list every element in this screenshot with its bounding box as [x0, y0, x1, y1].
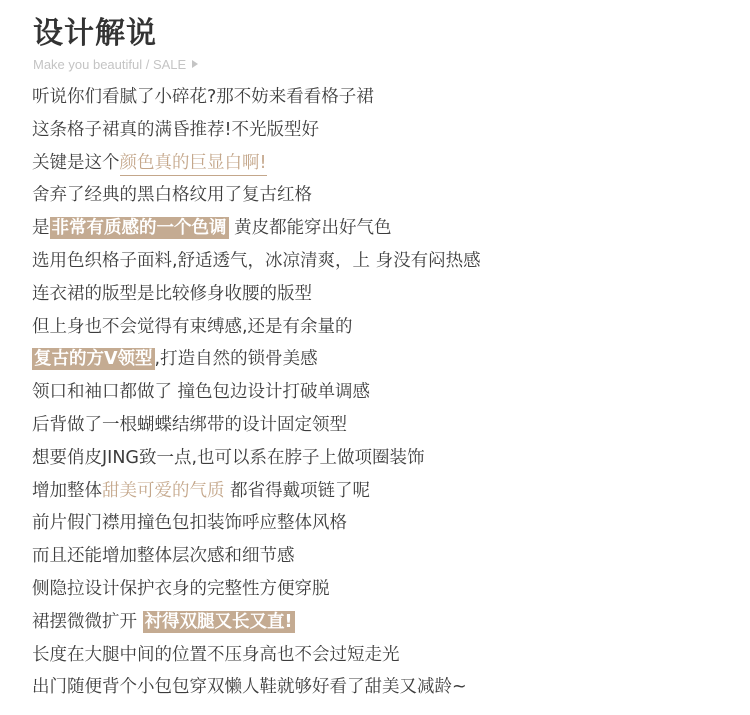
text-segment: 后背做了一根蝴蝶结绑带的设计固定领型: [32, 414, 347, 435]
text-segment: 出门随便背个小包包穿双懒人鞋就够好看了甜美又减龄~: [32, 677, 467, 698]
description-line: [32, 180, 481, 213]
description-line: [32, 115, 481, 148]
description-line: [32, 148, 481, 181]
text-segment: 选用色织格子面料,舒适透气，冰凉清爽，上 身没有闷热感: [32, 250, 481, 271]
text-segment: 这条格子裙真的满昏推荐!不光版型好: [32, 119, 320, 140]
description-body: [32, 82, 481, 705]
text-segment: 黄皮都能穿出好气色: [228, 218, 392, 239]
play-arrow-icon: [192, 60, 198, 68]
text-segment: 关键是这个: [32, 152, 120, 173]
text-segment: 连衣裙的版型是比较修身收腰的版型: [32, 283, 312, 304]
description-line: [32, 443, 481, 476]
description-line: [32, 82, 481, 115]
text-segment: 都省得戴项链了呢: [224, 480, 371, 501]
page-subtitle: [33, 57, 198, 73]
boxed-highlight: 非常有质感的一个色调: [51, 218, 227, 239]
text-segment: 领口和袖口都做了 撞色包边设计打破单调感: [32, 382, 371, 403]
text-segment: 增加整体: [32, 480, 102, 501]
text-segment: 前片假门襟用撞色包扣装饰呼应整体风格: [32, 513, 347, 534]
description-line: [32, 476, 481, 509]
text-segment: 长度在大腿中间的位置不压身高也不会过短走光: [32, 644, 400, 665]
boxed-highlight: 复古的方V领型: [34, 349, 153, 370]
description-line: [32, 312, 481, 345]
boxed-highlight: 衬得双腿又长又直!: [144, 611, 293, 632]
subtitle-text: Make you beautiful / SALE: [33, 57, 187, 72]
description-line: [32, 508, 481, 541]
text-segment: 而且还能增加整体层次感和细节感: [32, 546, 295, 567]
text-segment: 是: [32, 218, 50, 239]
description-line: [32, 213, 481, 246]
description-line: [32, 410, 481, 443]
page-title: 设计解说: [33, 16, 157, 51]
text-segment: ,打造自然的锁骨美感: [154, 349, 318, 370]
text-segment: 舍弃了经典的黑白格纹用了复古红格: [32, 185, 312, 206]
description-line: [32, 344, 481, 377]
description-line: [32, 607, 481, 640]
header: [33, 14, 198, 73]
colored-highlight: 甜美可爱的气质: [102, 480, 225, 501]
text-segment: 但上身也不会觉得有束缚感,还是有余量的: [32, 316, 353, 337]
text-segment: 想要俏皮JING致一点,也可以系在脖子上做项圈装饰: [32, 447, 425, 468]
description-line: [32, 377, 481, 410]
text-segment: 听说你们看腻了小碎花?那不妨来看看格子裙: [32, 87, 374, 107]
text-segment: 裙摆微微扩开: [32, 611, 143, 632]
text-segment: 侧隐拉设计保护衣身的完整性方便穿脱: [32, 578, 330, 599]
description-line: [32, 640, 481, 673]
description-line: [32, 574, 481, 607]
description-line: [32, 672, 481, 705]
description-line: [32, 246, 481, 279]
description-line: [32, 279, 481, 312]
description-line: [32, 541, 481, 574]
underlined-highlight: 颜色真的巨显白啊!: [120, 153, 267, 176]
